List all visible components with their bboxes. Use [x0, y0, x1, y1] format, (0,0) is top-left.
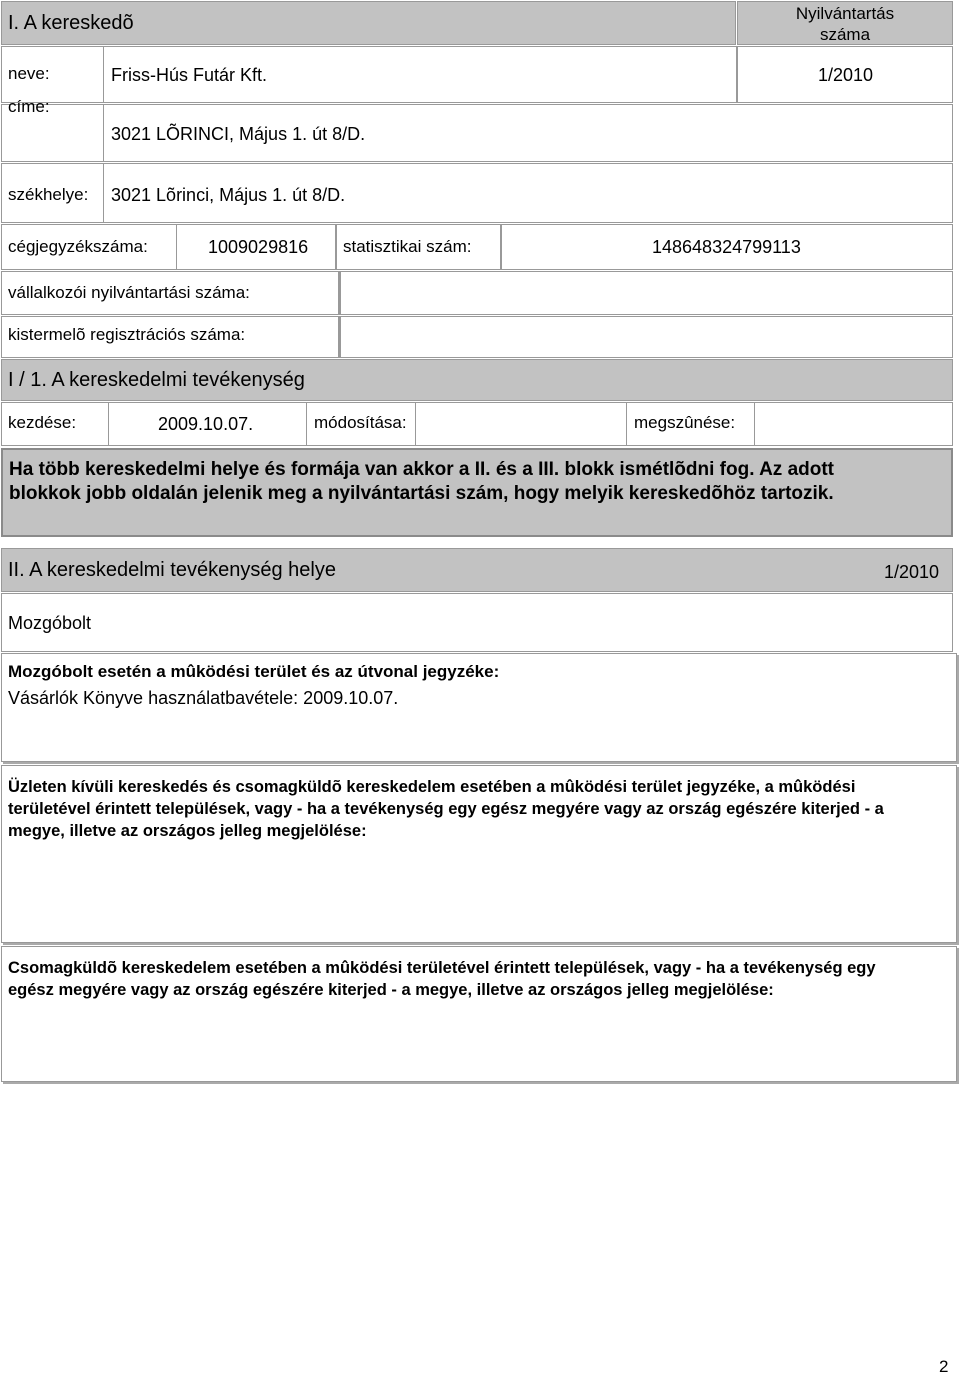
seat-label: székhelye:: [8, 185, 89, 204]
mail-order-label: Csomagküldõ kereskedelem esetében a mûködési területével érintett települések, vagy - ha a tevékenység egy egész megyére vagy az ország egészére kiterjed - a megye, illetve az országos jelleg megjelölése:: [8, 959, 876, 999]
entrepreneur-label: vállalkozói nyilvántartási száma:: [8, 283, 250, 302]
section1-1-header: [1, 359, 953, 401]
stat-value: 148648324799113: [652, 237, 801, 257]
start-label: kezdése:: [8, 413, 77, 432]
company-reg-label: cégjegyzékszáma:: [8, 237, 148, 256]
section2-title: II. A kereskedelmi tevékenység helye: [8, 559, 336, 581]
name-label: neve:: [8, 64, 50, 83]
section1-1-title: I / 1. A kereskedelmi tevékenység: [8, 369, 305, 391]
mail-order-box: [1, 946, 957, 1082]
end-label: megszûnése:: [634, 413, 736, 432]
end-value-cell: [754, 402, 953, 446]
registration-header: [737, 1, 953, 45]
name-value: Friss-Hús Futár Kft.: [111, 65, 268, 85]
section1-title: I. A kereskedõ: [8, 12, 134, 34]
outside-trade-label: Üzleten kívüli kereskedés és csomagküldõ kereskedelem esetében a mûködési terület jegyzéke, a mûködési területével érintett települések, vagy - ha a tevékenység egy egész megyére vagy az ország egészére kiterjed - a megye, illetve az országos jelleg megjelölése:: [8, 778, 884, 840]
mobile-route-value: Vásárlók Könyve használatbavétele: 2009.10.07.: [8, 688, 399, 708]
registration-header-label: Nyilvántartás száma: [795, 4, 895, 44]
form-row: [1, 593, 953, 652]
page-number: 2: [939, 1357, 949, 1376]
entrepreneur-value-cell: [338, 271, 953, 315]
start-value: 2009.10.07.: [158, 414, 254, 434]
modify-label: módosítása:: [314, 413, 407, 432]
section2-header: [1, 548, 953, 592]
seat-value: 3021 Lõrinci, Május 1. út 8/D.: [111, 185, 346, 205]
form-value: Mozgóbolt: [8, 613, 92, 633]
company-reg-value: 1009029816: [208, 237, 309, 257]
notice-box: [1, 448, 953, 537]
reg-number: 1/2010: [818, 65, 874, 85]
modify-value-cell: [415, 402, 627, 446]
section2-reg-number: 1/2010: [884, 562, 940, 582]
smallproducer-value-cell: [338, 316, 953, 358]
notice-text: Ha több kereskedelmi helye és formája van akkor a II. és a III. blokk ismétlõdni fog. Az adott blokkok jobb oldalán jelenik meg a nyilvántartási szám, hogy melyik kereskedõhöz tartozik.: [9, 459, 835, 504]
mobile-route-label: Mozgóbolt esetén a mûködési terület és az útvonal jegyzéke:: [8, 662, 500, 681]
section1-header: [1, 1, 736, 45]
smallproducer-label: kistermelõ regisztrációs száma:: [8, 325, 246, 344]
mobile-route-box: [1, 653, 957, 762]
outside-trade-box: [1, 765, 957, 943]
address-value: 3021 LÕRINCI, Május 1. út 8/D.: [111, 124, 366, 144]
stat-label: statisztikai szám:: [343, 237, 472, 256]
address-label: címe:: [8, 97, 50, 116]
